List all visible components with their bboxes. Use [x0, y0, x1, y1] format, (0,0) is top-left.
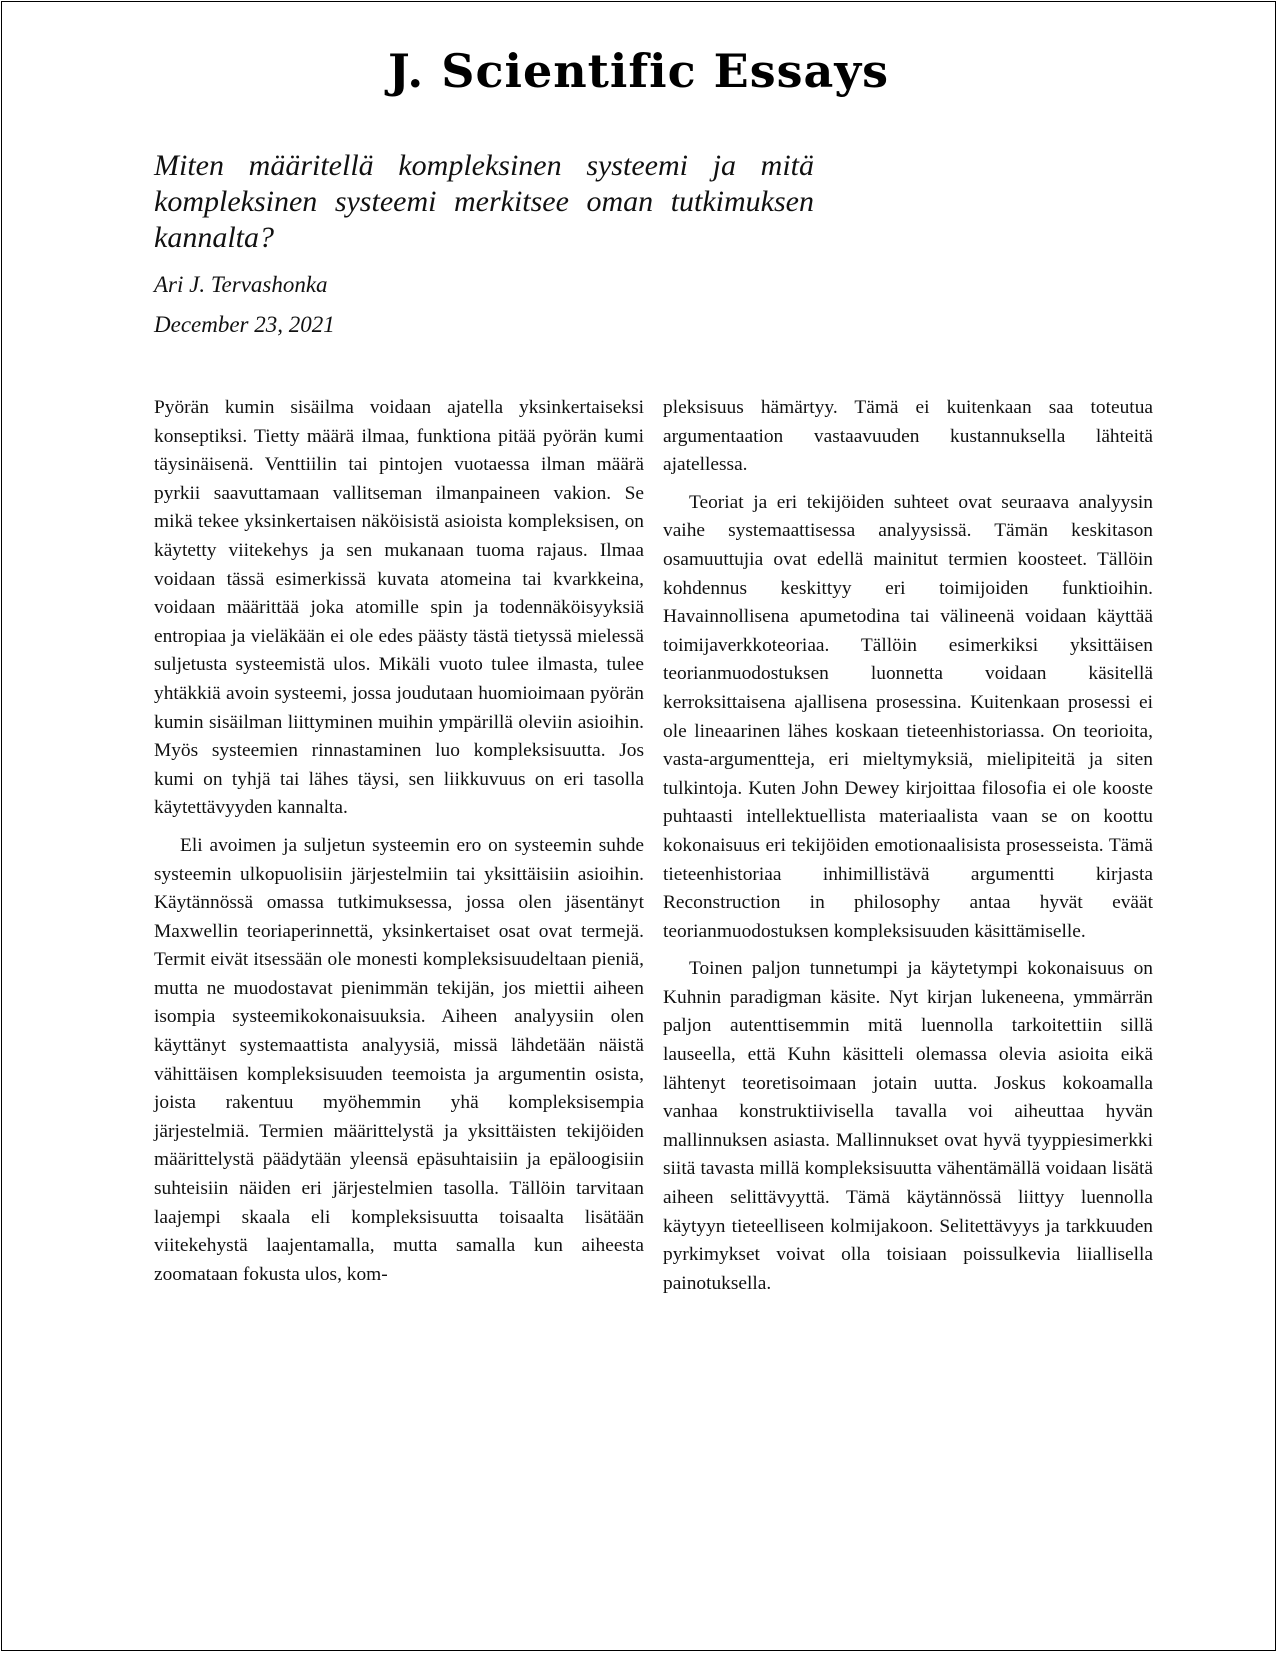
- right-column: [663, 394, 1153, 1298]
- article-title: Miten määritellä kompleksinen systeemi ja mitä kompleksinen systeemi merkitsee oman tutkimuksen kannalta?: [154, 149, 814, 254]
- paragraph: Eli avoimen ja suljetun systeemin ero on systeemin suhde systeemin ulkopuolisiin järjestelmiin tai yksittäisiin asioihin. Käytännössä omassa tutkimuksessa, jossa olen jäsentänyt Maxwellin teoriaperinnettä, yksinkertaiset osat ovat termejä. Termit eivät itsessään ole monesti kompleksisuudeltaan pieniä, mutta ne muodostavat pienimmän tekijän, jos miettii aiheen isompia systeemikokonaisuuksia. Aiheen analyysiin olen käyttänyt systemaattista analyysiä, missä lähdetään näistä vähittäisen kompleksisuuden teemoista ja argumentin osista, joista rakentuu myöhemmin yhä kompleksisempia järjestelmiä. Termien määrittelystä ja yksittäisten tekijöiden määrittelystä päädytään yleensä epäsuhtaisiin ja epäloogisiin suhteisiin näiden eri järjestelmien tasolla. Tällöin tarvitaan laajempi skaala eli kompleksisuutta toisaalta lisätään viitekehystä laajentamalla, mutta samalla kun aiheesta zoomataan fokusta ulos, kom-: [154, 834, 644, 1285]
- paragraph: Teoriat ja eri tekijöiden suhteet ovat seuraava analyysin vaihe systemaattisessa analyysissä. Tämän keskitason osamuuttujia ovat edellä mainitut termien koosteet. Tällöin kohdennus keskittyy eri toimijoiden funktioihin. Havainnollisena apumetodina tai välineenä voidaan käyttää toimijaverkkoteoriaa. Tällöin esimerkiksi yksittäisen teorianmuodostuksen luonnetta voidaan käsitellä kerroksittaisena ajallisena prosessina. Kuitenkaan prosessi ei ole lineaarinen lähes koskaan tieteenhistoriassa. On teorioita, vasta-argumentteja, eri mieltymyksiä, mielipiteitä ja siten tulkintoja. Kuten John Dewey kirjoittaa filosofia ei ole kooste puhtaasti intellektuellista materiaalista vaan se on koottu kokonaisuus eri tekijöiden emotionaalisista prosesseista. Tämä tieteenhistoriaa inhimillistävä argumentti kirjasta Reconstruction in philosophy antaa hyvät eväät teorianmuodostuksen kompleksisuuden käsittämiselle.: [663, 491, 1153, 942]
- left-column: [154, 394, 644, 1289]
- article-author: Ari J. Tervashonka: [154, 272, 328, 297]
- page-frame: [1, 1, 1276, 1651]
- journal-title: J. Scientific Essays: [388, 44, 889, 98]
- paragraph: Toinen paljon tunnetumpi ja käytetympi kokonaisuus on Kuhnin paradigman käsite. Nyt kirjan lukeneena, ymmärrän paljon autenttisemmin mitä luennolla tarkoitettiin sillä lauseella, että Kuhn käsitteli olemassa olevia asioita eikä lähtenyt teoretisoimaan jotain uutta. Joskus kokoamalla vanhaa konstruktiivisella tavalla voi aiheuttaa hyvän mallinnuksen asiasta. Mallinnukset ovat hyvä tyyppiesimerkki siitä tavasta millä kompleksisuutta vähentämällä voidaan lisätä aiheen selittävyyttä. Tämä käytännössä liittyy luennolla käytyyn tieteelliseen kolmijakoon. Selitettävyys ja tarkkuuden pyrkimykset voivat olla toisiaan poissulkevia liiallisella painotuksella.: [663, 958, 1153, 1294]
- paragraph: pleksisuus hämärtyy. Tämä ei kuitenkaan saa toteutua argumentaation vastaavuuden kustannuksella lähteitä ajatellessa.: [663, 397, 1153, 476]
- paragraph: Pyörän kumin sisäilma voidaan ajatella yksinkertaiseksi konseptiksi. Tietty määrä ilmaa, funktiona pitää pyörän kumi täysinäisenä. Venttiilin tai pintojen vuotaessa ilman määrä pyrkii saavuttamaan vallitseman ilmanpaineen vakion. Se mikä tekee yksinkertaisen näköisistä asioista kompleksisen, on käytetty viitekehys ja sen mukanaan tuoma rajaus. Ilmaa voidaan tässä esimerkissä kuvata atomeina tai kvarkkeina, voidaan määrittää joka atomille spin ja todennäköisyyksiä entropiaa ja vieläkään ei ole edes päästy tästä tietyssä mielessä suljetusta systeemistä ulos. Mikäli vuoto tulee ilmasta, tulee yhtäkkiä avoin systeemi, jossa joudutaan huomioimaan pyörän kumin sisäilman liittyminen muihin ympärillä oleviin asioihin. Myös systeemien rinnastaminen luo kompleksisuutta. Jos kumi on tyhjä tai lähes täysi, sen liikkuvuus on eri tasolla käytettävyyden kannalta.: [154, 397, 644, 819]
- article-date: December 23, 2021: [154, 312, 335, 337]
